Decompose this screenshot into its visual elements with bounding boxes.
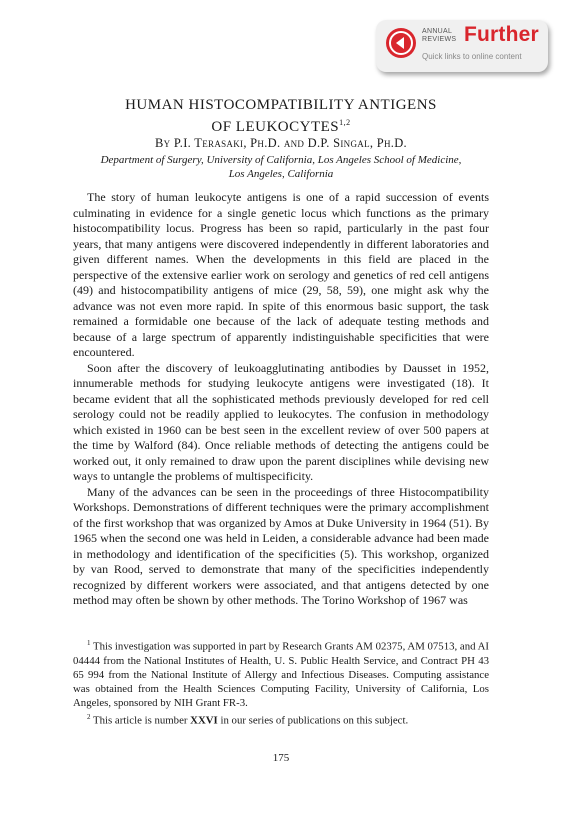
further-subtitle: Quick links to online content [422, 52, 522, 61]
affiliation-line2: Los Angeles, California [228, 168, 334, 180]
further-label: Further [464, 23, 539, 46]
paragraph-1: The story of human leukocyte antigens is one of a rapid succession of events culminating in evidence for a single genetic locus which functions as the primary histocompatibility locus. Progress has been so rapid, particularly in the past four years, that many antigens were discovered independently in different laboratories and given different names. When the developments in this field are placed in the perspective of the extensive earlier work on serology and genetics of red cell antigens (49) and histocompatibility antigens of mice (29, 58, 59), one might ask why the advance was not even more rapid. In spite of this enormous basic support, the task remained a formidable one because of the lack of adequate testing methods and because of a large spectrum of apparently indistinguishable specificities that were encountered. [73, 190, 489, 359]
footnote-2: $^2$ This article is number XXVI in our series of publications on this subject. [87, 712, 409, 727]
author-1: P.I. Terasaki, Ph.D. [173, 136, 281, 150]
footnote-1: $^1$ This investigation was supported in part by Research Grants AM 02375, AM 07513, and AI 04444 from the National Institutes of Health, U. S. Public Health Service, and Contract PH 43 65 994 from the National Institute of Allergy and Infectious Diseases. Computing assistance was obtained from the Health Sciences Computing Facility, University of California, Los Angeles, sponsored by NIH Grant FR-3. [73, 639, 489, 709]
page-number: 175 [272, 752, 290, 764]
author-2: D.P. Singal, Ph.D. [307, 136, 407, 150]
play-icon [386, 28, 416, 58]
paragraph-2: Soon after the discovery of leukoagglutinating antibodies by Dausset in 1952, innumerable methods for studying leukocyte antigens were investigated (18). It became evident that all the sophisticated methods previously developed for red cell serology could not be readily applied to leukocytes. The confusion in methodology which existed in 1960 can be best seen in the excellent review of over 500 papers at the time by Walford (84). Once reliable methods of detecting the antigens could be worked out, it only remained to draw upon the parent disciplines while devising new ways to untangle the problems of multispecificity. [73, 360, 489, 483]
article-title-line1: HUMAN HISTOCOMPATIBILITY ANTIGENS [125, 97, 437, 113]
title-footnote-marks: 1,2 [339, 118, 351, 127]
further-badge-link[interactable] [376, 20, 548, 72]
paragraph-3: Many of the advances can be seen in the proceedings of three Histocompatibility Workshops. Demonstrations of different techniques were the primary accomplishment of the first workshop that was organized by Amos at Duke University in 1964 (51). By 1965 when the second one was held in Leiden, a considerable advance had been made in methodology and identification of the specificities (5). This workshop, organized by van Rood, served to demonstrate that many of the specificities independently recognized by different workers were associated, and that antigens detected by one method may often be shown by other methods. The Torino Workshop of 1967 was [73, 484, 489, 607]
affiliation-line1: Department of Surgery, University of California, Los Angeles School of Medicine, [100, 154, 462, 166]
article-body [73, 190, 489, 609]
article-title-line2: OF LEUKOCYTES$^{1,2}$ [211, 118, 351, 135]
footnotes [73, 636, 489, 727]
annual-reviews-logo-text: ANNUAL REVIEWS [422, 28, 457, 43]
byline: By P.I. Terasaki, Ph.D. and D.P. Singal, Ph.D. [155, 136, 407, 150]
